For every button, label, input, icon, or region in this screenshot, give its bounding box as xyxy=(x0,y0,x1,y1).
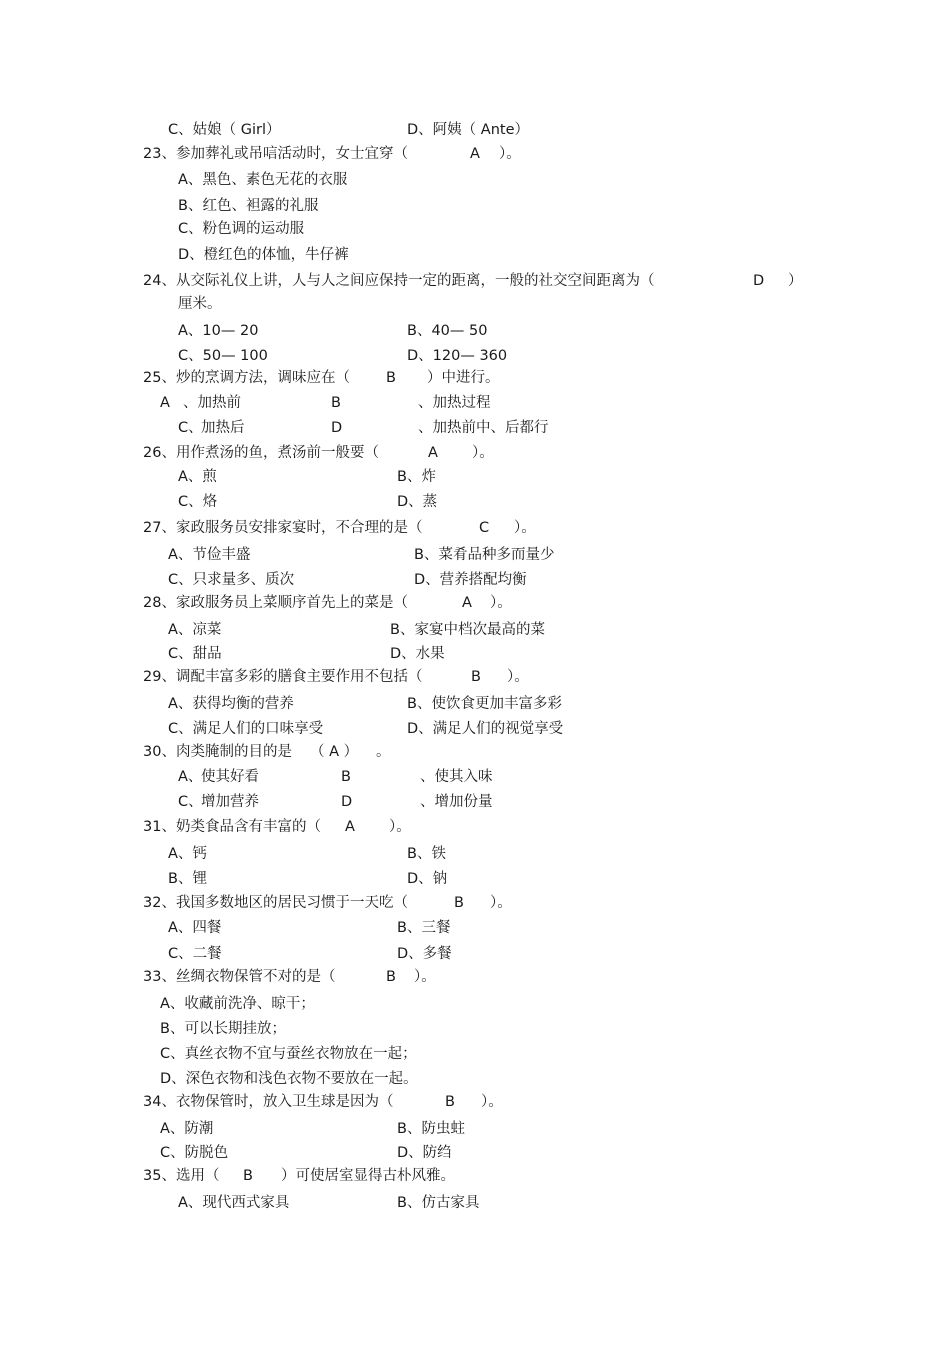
option: B、使饮食更加丰富多彩 xyxy=(407,696,562,712)
question-25: 25、炒的烹调方法，调味应在（ xyxy=(143,370,350,386)
option: 、加热前 xyxy=(183,395,241,411)
text-line: ）。 xyxy=(481,1094,503,1110)
option: D、120— 360 xyxy=(407,348,508,364)
option: B、40— 50 xyxy=(407,323,488,339)
option: 加热后 xyxy=(201,420,245,436)
answer-33: B xyxy=(386,969,396,985)
option: B、铁 xyxy=(407,846,446,862)
option: B、三餐 xyxy=(397,920,451,936)
question-24: 24、从交际礼仪上讲，人与人之间应保持一定的距离，一般的社交空间距离为（ xyxy=(143,273,655,289)
option: C、烙 xyxy=(178,494,218,510)
option: B、仿古家具 xyxy=(397,1195,480,1211)
question-29: 29、调配丰富多彩的膳食主要作用不包括（ xyxy=(143,669,423,685)
option: A、钙 xyxy=(168,846,207,862)
text-line: ）。 xyxy=(514,520,536,536)
question-23: 23、参加葬礼或吊唁活动时，女士宜穿（ xyxy=(143,146,408,162)
option: D、多餐 xyxy=(397,946,452,962)
option: B、红色、袒露的礼服 xyxy=(178,198,319,214)
text-line: ）可使居室显得古朴风雅。 xyxy=(281,1168,455,1184)
option: B、炸 xyxy=(397,469,436,485)
text-line: ）。 xyxy=(490,895,512,911)
question-30: 30、肉类腌制的目的是 xyxy=(143,744,292,760)
answer-30: （ A ） xyxy=(310,744,359,760)
option: A、防潮 xyxy=(160,1121,214,1137)
option: D、蒸 xyxy=(397,494,438,510)
answer-24: D xyxy=(753,273,765,289)
answer-35: B xyxy=(243,1168,253,1184)
option: B、锂 xyxy=(168,871,207,887)
question-32: 32、我国多数地区的居民习惯于一天吃（ xyxy=(143,895,408,911)
option: C、 xyxy=(178,794,203,810)
option: C、满足人们的口味享受 xyxy=(168,721,324,737)
text-line: D、阿姨（ Ante） xyxy=(407,122,529,138)
option: A、黑色、素色无花的衣服 xyxy=(178,172,348,188)
answer-26: A xyxy=(428,445,438,461)
question-34: 34、衣物保管时，放入卫生球是因为（ xyxy=(143,1094,394,1110)
option: B、可以长期挂放； xyxy=(160,1021,286,1037)
question-26: 26、用作煮汤的鱼，煮汤前一般要（ xyxy=(143,445,379,461)
question-27: 27、家政服务员安排家宴时，不合理的是（ xyxy=(143,520,423,536)
text-line: 厘米。 xyxy=(178,296,222,312)
text-line: ）。 xyxy=(499,146,521,162)
question-33: 33、丝绸衣物保管不对的是（ xyxy=(143,969,336,985)
text-line: ）。 xyxy=(507,669,529,685)
option: A、获得均衡的营养 xyxy=(168,696,294,712)
text-line: ）。 xyxy=(490,595,512,611)
option: B、家宴中档次最高的菜 xyxy=(390,622,545,638)
answer-34: B xyxy=(445,1094,455,1110)
option: C、 xyxy=(178,420,203,436)
text-line: ）中进行。 xyxy=(427,370,500,386)
option: A、凉菜 xyxy=(168,622,222,638)
text-line: ）。 xyxy=(472,445,494,461)
option: D xyxy=(341,794,353,810)
answer-27: C xyxy=(479,520,490,536)
option: C、只求量多、质次 xyxy=(168,572,295,588)
option: B xyxy=(331,395,341,411)
answer-29: B xyxy=(471,669,481,685)
text-line: 。 xyxy=(376,744,391,760)
answer-28: A xyxy=(462,595,472,611)
text-line: ） xyxy=(788,273,803,289)
option: B xyxy=(341,769,351,785)
option: D、防绉 xyxy=(397,1145,452,1161)
text-line: ）。 xyxy=(389,819,411,835)
answer-31: A xyxy=(345,819,355,835)
option: D、橙红色的体恤，牛仔裤 xyxy=(178,247,349,263)
option: B、防虫蛀 xyxy=(397,1121,465,1137)
option: 、加热过程 xyxy=(418,395,491,411)
answer-32: B xyxy=(454,895,464,911)
question-28: 28、家政服务员上菜顺序首先上的菜是（ xyxy=(143,595,408,611)
question-35: 35、选用（ xyxy=(143,1168,220,1184)
option: C、粉色调的运动服 xyxy=(178,221,305,237)
option: D、钠 xyxy=(407,871,448,887)
option: C、甜品 xyxy=(168,646,222,662)
option: B、菜肴品种多而量少 xyxy=(414,547,555,563)
option: C、真丝衣物不宜与蚕丝衣物放在一起； xyxy=(160,1046,417,1062)
option: A、煎 xyxy=(178,469,217,485)
option: 、使其入味 xyxy=(420,769,493,785)
option: C、防脱色 xyxy=(160,1145,229,1161)
question-31: 31、奶类食品含有丰富的（ xyxy=(143,819,321,835)
option: A、四餐 xyxy=(168,920,222,936)
answer-23: A xyxy=(470,146,480,162)
option: D、水果 xyxy=(390,646,445,662)
option: 、加热前中、后都行 xyxy=(418,420,549,436)
option: A xyxy=(160,395,170,411)
answer-25: B xyxy=(386,370,396,386)
option: D、满足人们的视觉享受 xyxy=(407,721,564,737)
option: A、节俭丰盛 xyxy=(168,547,251,563)
option: A、收藏前洗净、晾干； xyxy=(160,996,315,1012)
option: C、50— 100 xyxy=(178,348,268,364)
text-line: ）。 xyxy=(414,969,436,985)
option: D、营养搭配均衡 xyxy=(414,572,527,588)
option: 增加营养 xyxy=(201,794,259,810)
option: C、二餐 xyxy=(168,946,222,962)
option: A、 xyxy=(178,769,203,785)
option: A、现代西式家具 xyxy=(178,1195,290,1211)
option: D xyxy=(331,420,343,436)
option: 使其好看 xyxy=(201,769,259,785)
text-line: C、姑娘（ Girl） xyxy=(168,122,281,138)
option: A、10— 20 xyxy=(178,323,259,339)
option: D、深色衣物和浅色衣物不要放在一起。 xyxy=(160,1071,418,1087)
option: 、增加份量 xyxy=(420,794,493,810)
